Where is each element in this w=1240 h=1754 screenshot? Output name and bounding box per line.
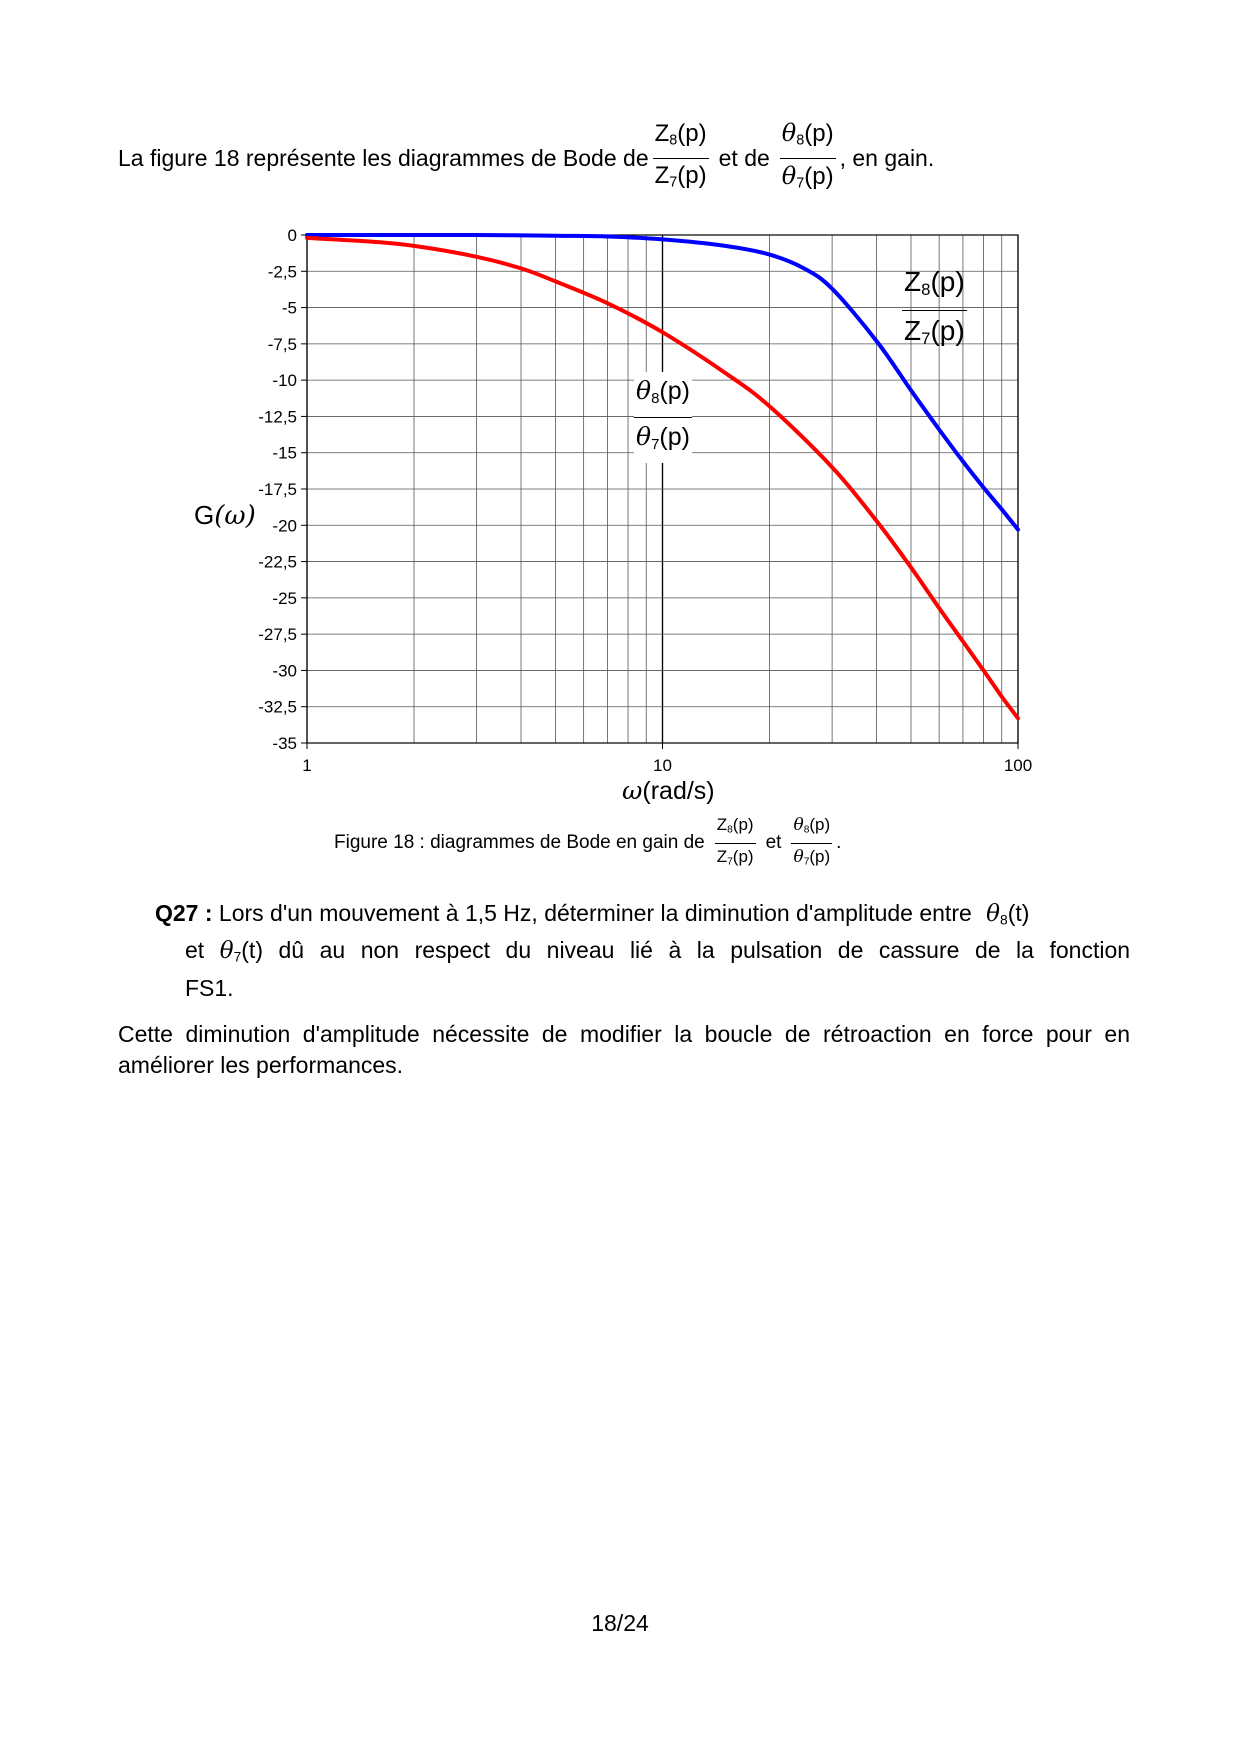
- x-axis-label: ω(rad/s): [622, 776, 715, 805]
- q27-line-2: et $\theta_7(t)$ dû au non respect du niveau lié à la pulsation de cassure de la fonction: [185, 937, 1131, 965]
- y-tick-label: -27,5: [258, 625, 297, 645]
- series-label-z8-z7: $Z_8(p)$ $Z_7(p)$: [904, 266, 965, 349]
- x-tick-label: 100: [1003, 756, 1033, 775]
- intro-text-after: , en gain.: [839, 145, 935, 172]
- y-tick-label: -20: [272, 516, 297, 536]
- caption-fraction-z: $\frac{Z_8(p)}{Z_7(p)}$: [716, 815, 754, 868]
- figure-caption: [334, 812, 841, 874]
- y-tick-label: -32,5: [258, 697, 297, 717]
- page-number: 18/24: [591, 1610, 649, 1636]
- y-axis-label: G(ω): [194, 500, 256, 531]
- question-q27: [155, 898, 1130, 1004]
- y-tick-label: -5: [281, 298, 297, 318]
- theta8-t: $\theta_8(t)$: [986, 900, 1030, 928]
- series-label-theta8-theta7: $\theta_8(p)$ $\theta_7(p)$: [634, 372, 692, 463]
- x-tick-label: 1: [302, 756, 312, 775]
- caption-text-before: Figure 18 : diagrammes de Bode en gain de: [334, 832, 705, 854]
- q27-label: Q27 :: [155, 900, 213, 926]
- theta7-t: $\theta_7(t)$: [219, 937, 263, 965]
- q27-line-3: FS1.: [185, 974, 234, 1001]
- caption-text-middle: et: [765, 832, 782, 854]
- q27-line-1: Q27 : Lors d'un mouvement à 1,5 Hz, déterminer la diminution d'amplitude entre $\theta_8(t)$: [155, 900, 1030, 928]
- body-paragraph: Cette diminution d'amplitude nécessite de modifier la boucle de rétroaction en force pour en améliorer les performances.: [118, 1021, 1130, 1078]
- intro-text-before: La figure 18 représente les diagrammes de Bode de: [118, 145, 649, 172]
- caption-text-after: .: [836, 832, 842, 854]
- intro-fraction-theta: $\frac{\theta_8(p)}{\theta_7(p)}$: [781, 119, 834, 192]
- y-tick-label: -7,5: [267, 334, 297, 354]
- y-tick-label: -15: [272, 443, 297, 463]
- y-tick-label: -17,5: [258, 480, 297, 499]
- intro-fraction-z: $\frac{Z_8(p)}{Z_7(p)}$: [654, 120, 707, 191]
- intro-text-middle: et de: [718, 145, 770, 172]
- caption-fraction-theta: $\frac{\theta_8(p)}{\theta_7(p)}$: [793, 815, 831, 868]
- y-tick-label: -12,5: [258, 407, 297, 427]
- y-tick-label: 0: [287, 226, 297, 245]
- y-tick-label: -22,5: [258, 552, 297, 572]
- y-tick-label: -30: [272, 661, 297, 681]
- y-tick-label: -35: [272, 734, 297, 753]
- y-tick-label: -2,5: [267, 262, 297, 282]
- y-tick-label: -10: [272, 371, 297, 391]
- x-tick-label: 10: [653, 756, 672, 775]
- y-tick-label: -25: [272, 588, 297, 608]
